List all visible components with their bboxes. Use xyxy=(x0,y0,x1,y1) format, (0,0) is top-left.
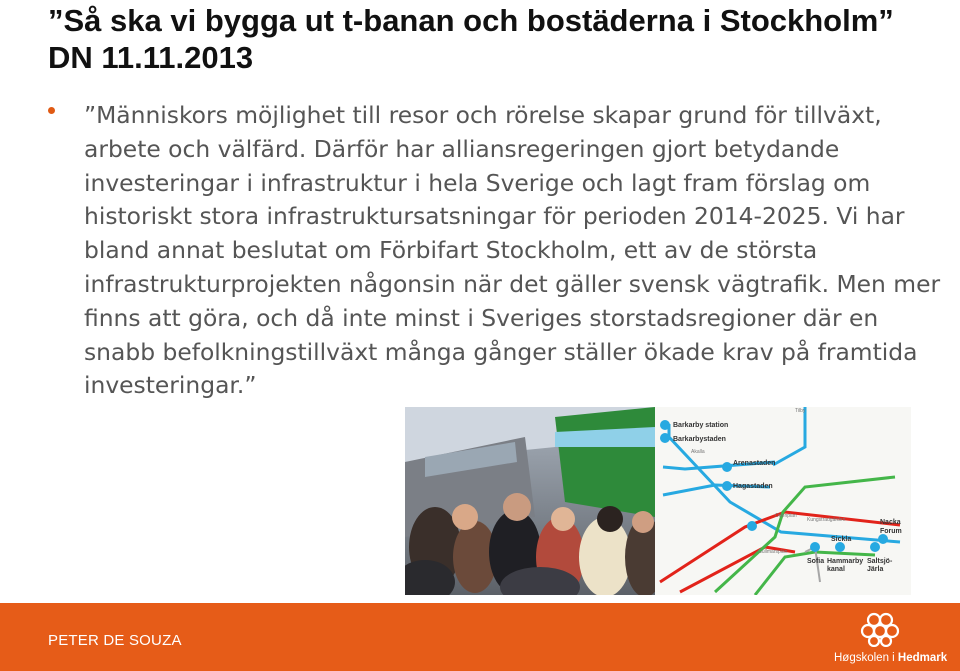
station-label: Järla xyxy=(867,566,884,573)
station-label: Saltsjö- xyxy=(867,558,893,565)
station-label: Nacka xyxy=(880,519,901,526)
quote-body: ”Människors möjlighet till resor och rörelse skapar grund för tillväxt, arbete och välfärd. Därför har alliansregeringen gjort betydande investeringar i infrastruktur i hela Sverige och lagt fram förslag om historiskt stora infrastruktursatsningar för perioden 2014-2025. Vi har bland annat beslutat om Förbifart Stockholm, ett av de största infrastrukturprojekten någonsin när det gäller svensk vägtrafik. Men mer finns att göra, och då inte minst i Sveriges storstadsregioner där en snabb befolkningstillväxt många gånger ställer ökade krav på framtida investeringar.” xyxy=(84,101,941,400)
institution-name: Høgskolen i Hedmark xyxy=(834,652,948,664)
station-marker xyxy=(660,420,670,430)
bullet-point xyxy=(48,107,55,114)
station-marker xyxy=(870,542,880,552)
station-label: Gullmarsplan xyxy=(758,549,788,555)
metro-expansion-map xyxy=(655,407,911,595)
footer-bar xyxy=(0,603,960,671)
station-label: Forum xyxy=(880,528,902,535)
station-label: Barkarbystaden xyxy=(673,436,726,443)
station-marker xyxy=(660,433,670,443)
station-label: Kungsträdgården xyxy=(807,517,846,523)
station-marker xyxy=(722,462,732,472)
station-label: kanal xyxy=(827,566,845,573)
station-marker xyxy=(878,534,888,544)
station-label: Tilby xyxy=(795,408,806,414)
station-label: Sofia xyxy=(807,558,825,565)
station-marker xyxy=(810,542,820,552)
station-marker xyxy=(835,542,845,552)
station-label: Barkarby station xyxy=(673,422,729,429)
station-label: Hagastaden xyxy=(733,483,773,490)
station-label: Arenastaden xyxy=(733,460,776,467)
station-label: Odenplan xyxy=(775,513,797,519)
station-marker xyxy=(747,521,757,531)
station-marker xyxy=(722,481,732,491)
hedmark-logo-icon xyxy=(860,611,900,647)
station-label: Akalla xyxy=(691,449,705,455)
presenter-name: PETER DE SOUZA xyxy=(48,632,182,649)
station-label: Hammarby xyxy=(827,558,864,565)
crowded-platform-photo xyxy=(405,407,655,595)
station-label: Sickla xyxy=(831,536,852,543)
slide-title: ”Så ska vi bygga ut t-banan och bostäderna i Stockholm” DN 11.11.2013 xyxy=(48,3,894,75)
